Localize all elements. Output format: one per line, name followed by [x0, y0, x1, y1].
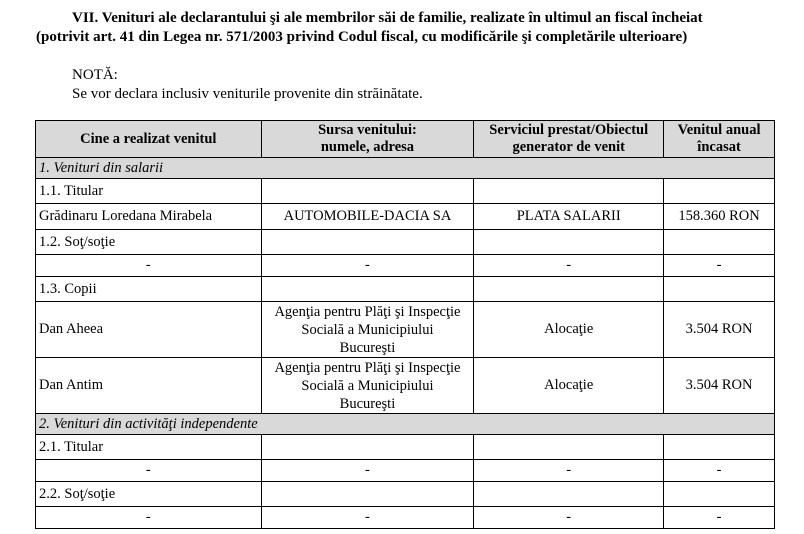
section-label: 1. Venituri din salarii	[36, 158, 775, 179]
cell-dash: -	[261, 255, 474, 277]
cell-dash: -	[36, 255, 262, 277]
section-title-line2: (potrivit art. 41 din Legea nr. 571/2003 privind Codul fiscal, cu modificările şi completările ulterioare)	[36, 29, 688, 45]
cell-source: AUTOMOBILE-DACIA SA	[261, 204, 474, 230]
cell-service: Alocaţie	[474, 358, 664, 414]
header-amount-line1: Venitul anual	[677, 122, 761, 138]
subsection-row	[36, 277, 775, 302]
section-row-salaries	[36, 158, 775, 179]
cell-service: PLATA SALARII	[474, 204, 664, 230]
header-source-line2: numele, adresa	[320, 139, 415, 155]
table-row-empty	[36, 255, 775, 277]
subsection-row	[36, 230, 775, 255]
note-text: Se vor declara inclusiv veniturile provenite din străinătate.	[72, 86, 423, 102]
cell-source-line: Bucureşti	[339, 395, 396, 412]
header-cell-who: Cine a realizat venitul	[36, 121, 262, 158]
cell-name: Grădinaru Loredana Mirabela	[36, 204, 262, 230]
table-row	[36, 302, 775, 358]
cell-dash: -	[664, 507, 775, 529]
cell-dash: -	[36, 460, 262, 482]
cell-dash: -	[261, 507, 474, 529]
subsection-row	[36, 482, 775, 507]
subsection-row	[36, 179, 775, 204]
header-amount-line2: încasat	[697, 139, 741, 155]
subsection-label: 1.3. Copii	[36, 277, 262, 302]
header-source-line1: Sursa venitului:	[318, 122, 417, 138]
note-block	[72, 66, 423, 104]
header-service-line2: generator de venit	[512, 139, 625, 155]
cell-source-line: Bucureşti	[339, 339, 396, 356]
cell-dash: -	[474, 460, 664, 482]
table-header-row	[36, 121, 775, 158]
section-title-line1: VII. Venituri ale declarantului şi ale membrilor săi de familie, realizate în ultimul an fiscal încheiat	[72, 10, 703, 26]
cell-dash: -	[664, 460, 775, 482]
income-table	[35, 120, 775, 529]
cell-source-line: Agenţia pentru Plăţi şi Inspecţie	[274, 359, 461, 376]
subsection-label: 1.2. Soţ/soţie	[36, 230, 262, 255]
cell-amount: 3.504 RON	[664, 302, 775, 358]
header-cell-amount	[664, 121, 775, 158]
section-row-independent	[36, 414, 775, 435]
cell-source-line: Socială a Municipiului	[301, 377, 434, 394]
cell-amount: 3.504 RON	[664, 358, 775, 414]
cell-dash: -	[36, 507, 262, 529]
cell-source-line: Agenţia pentru Plăţi şi Inspecţie	[274, 303, 461, 320]
table-row	[36, 358, 775, 414]
subsection-row	[36, 435, 775, 460]
cell-dash: -	[474, 255, 664, 277]
subsection-label: 1.1. Titular	[36, 179, 262, 204]
table-row	[36, 204, 775, 230]
cell-source-line: Socială a Municipiului	[301, 321, 434, 338]
subsection-label: 2.1. Titular	[36, 435, 262, 460]
cell-source	[261, 302, 474, 358]
section-label: 2. Venituri din activităţi independente	[36, 414, 775, 435]
header-service-line1: Serviciul prestat/Obiectul	[489, 122, 649, 138]
cell-dash: -	[261, 460, 474, 482]
cell-service: Alocaţie	[474, 302, 664, 358]
cell-dash: -	[474, 507, 664, 529]
header-cell-service	[474, 121, 664, 158]
cell-name: Dan Antim	[36, 358, 262, 414]
section-title	[36, 9, 796, 47]
subsection-label: 2.2. Soţ/soţie	[36, 482, 262, 507]
header-cell-source	[261, 121, 474, 158]
table-row-empty	[36, 460, 775, 482]
note-label: NOTĂ:	[72, 67, 118, 83]
cell-source	[261, 358, 474, 414]
cell-name: Dan Aheea	[36, 302, 262, 358]
table-row-empty	[36, 507, 775, 529]
cell-amount: 158.360 RON	[664, 204, 775, 230]
cell-dash: -	[664, 255, 775, 277]
